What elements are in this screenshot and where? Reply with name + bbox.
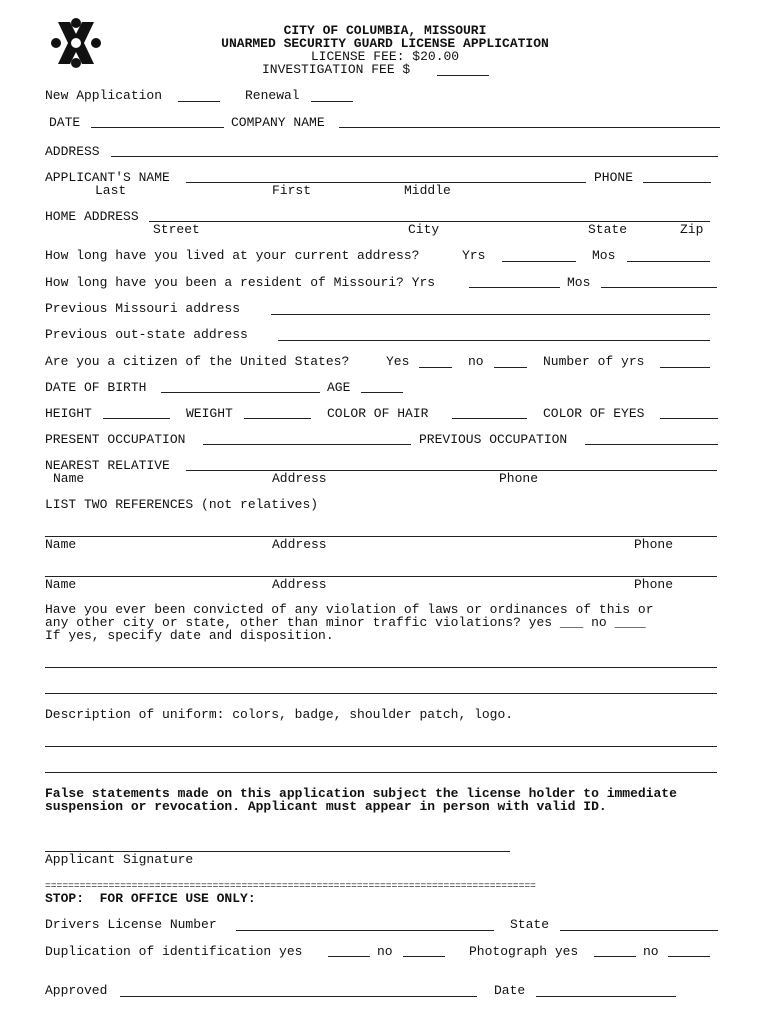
duplication-no-field[interactable] — [403, 956, 445, 957]
form-title: UNARMED SECURITY GUARD LICENSE APPLICATION — [221, 36, 549, 51]
date-approved-field[interactable] — [536, 996, 676, 997]
reference-1-sub-phone: Phone — [634, 537, 674, 552]
present-occupation-field[interactable] — [203, 444, 411, 445]
previous-occupation-field[interactable] — [585, 444, 718, 445]
false-statements-warning-1: False statements made on this application subject the license holder to immediate — [45, 786, 677, 801]
citizen-question: Are you a citizen of the United States? — [45, 354, 350, 369]
city-heading: CITY OF COLUMBIA, MISSOURI — [283, 23, 487, 38]
disposition-field-1[interactable] — [45, 667, 717, 668]
home-address-label: HOME ADDRESS — [45, 209, 139, 224]
photograph-no-label: no — [643, 944, 659, 959]
duplication-yes-field[interactable] — [328, 956, 370, 957]
sub-label-street: Street — [153, 222, 200, 237]
previous-missouri-field[interactable] — [271, 314, 710, 315]
relative-sub-address: Address — [272, 471, 327, 486]
office-use-heading: STOP: FOR OFFICE USE ONLY: — [45, 891, 256, 906]
nearest-relative-label: NEAREST RELATIVE — [45, 458, 170, 473]
previous-occupation-label: PREVIOUS OCCUPATION — [419, 432, 568, 447]
dl-state-label: State — [510, 917, 550, 932]
company-name-field[interactable] — [339, 127, 720, 128]
company-name-label: COMPANY NAME — [231, 115, 325, 130]
duplication-no-label: no — [377, 944, 393, 959]
number-of-yrs-label: Number of yrs — [543, 354, 645, 369]
investigation-fee-field[interactable] — [437, 75, 489, 76]
sub-label-state: State — [588, 222, 628, 237]
reference-1-field[interactable] — [45, 536, 717, 537]
nearest-relative-field[interactable] — [186, 470, 717, 471]
number-of-yrs-field[interactable] — [660, 367, 710, 368]
address-label: ADDRESS — [45, 144, 100, 159]
reference-2-sub-name: Name — [45, 577, 77, 592]
resident-missouri-question: How long have you been a resident of Missouri? Yrs — [45, 275, 436, 290]
duplication-label: Duplication of identification yes — [45, 944, 303, 959]
date-of-birth-field[interactable] — [161, 392, 320, 393]
photograph-yes-field[interactable] — [594, 956, 636, 957]
age-label: AGE — [327, 380, 351, 395]
drivers-license-field[interactable] — [236, 930, 494, 931]
renewal-field[interactable] — [311, 101, 353, 102]
dl-state-field[interactable] — [560, 930, 718, 931]
applicants-name-label: APPLICANT'S NAME — [45, 170, 170, 185]
date-label: DATE — [49, 115, 81, 130]
phone-field[interactable] — [643, 182, 711, 183]
convicted-question-line-1: Have you ever been convicted of any violation of laws or ordinances of this or — [45, 602, 654, 617]
age-field[interactable] — [361, 392, 403, 393]
sub-label-middle: Middle — [404, 183, 451, 198]
previous-outstate-label: Previous out-state address — [45, 327, 248, 342]
reference-1-sub-name: Name — [45, 537, 77, 552]
uniform-description-label: Description of uniform: colors, badge, shoulder patch, logo. — [45, 707, 514, 722]
applicant-signature-label: Applicant Signature — [45, 852, 194, 867]
address-field[interactable] — [111, 156, 718, 157]
citizen-no-field[interactable] — [494, 367, 527, 368]
drivers-license-label: Drivers License Number — [45, 917, 217, 932]
uniform-description-field-2[interactable] — [45, 772, 717, 773]
resident-missouri-yrs-field[interactable] — [469, 287, 560, 288]
relative-sub-phone: Phone — [499, 471, 539, 486]
weight-label: WEIGHT — [186, 406, 233, 421]
current-address-mos-field[interactable] — [627, 261, 710, 262]
sub-label-first: First — [272, 183, 312, 198]
new-application-label: New Application — [45, 88, 163, 103]
license-fee: LICENSE FEE: $20.00 — [310, 49, 460, 64]
date-approved-label: Date — [494, 983, 526, 998]
resident-missouri-mos-label: Mos — [567, 275, 591, 290]
photograph-no-field[interactable] — [668, 956, 710, 957]
applicants-name-field[interactable] — [186, 182, 586, 183]
relative-sub-name: Name — [53, 471, 85, 486]
previous-outstate-field[interactable] — [278, 340, 710, 341]
false-statements-warning-2: suspension or revocation. Applicant must appear in person with valid ID. — [45, 799, 607, 814]
convicted-question-line-2: any other city or state, other than minor traffic violations? yes ___ no ____ — [45, 615, 646, 630]
present-occupation-label: PRESENT OCCUPATION — [45, 432, 186, 447]
height-label: HEIGHT — [45, 406, 92, 421]
current-address-mos-label: Mos — [592, 248, 616, 263]
height-field[interactable] — [103, 418, 170, 419]
reference-1-sub-address: Address — [272, 537, 327, 552]
color-of-eyes-label: COLOR OF EYES — [543, 406, 645, 421]
reference-2-sub-address: Address — [272, 577, 327, 592]
convicted-question-line-3: If yes, specify date and disposition. — [45, 628, 334, 643]
renewal-label: Renewal — [245, 88, 300, 103]
color-of-eyes-field[interactable] — [660, 418, 718, 419]
weight-field[interactable] — [244, 418, 311, 419]
citizen-no-label: no — [468, 354, 484, 369]
approved-label: Approved — [45, 983, 108, 998]
color-of-hair-field[interactable] — [452, 418, 527, 419]
resident-missouri-mos-field[interactable] — [601, 287, 717, 288]
sub-label-zip: Zip — [680, 222, 704, 237]
new-application-field[interactable] — [178, 101, 220, 102]
disposition-field-2[interactable] — [45, 693, 717, 694]
sub-label-last: Last — [95, 183, 127, 198]
previous-missouri-label: Previous Missouri address — [45, 301, 241, 316]
date-field[interactable] — [91, 127, 224, 128]
list-references-label: LIST TWO REFERENCES (not relatives) — [45, 497, 319, 512]
uniform-description-field-1[interactable] — [45, 746, 717, 747]
reference-2-sub-phone: Phone — [634, 577, 674, 592]
investigation-fee-label: INVESTIGATION FEE $ — [262, 62, 411, 77]
current-address-yrs-field[interactable] — [502, 261, 576, 262]
citizen-yes-label: Yes — [386, 354, 410, 369]
approved-field[interactable] — [120, 996, 477, 997]
current-address-question: How long have you lived at your current address? — [45, 248, 420, 263]
city-logo-icon — [50, 16, 102, 70]
citizen-yes-field[interactable] — [419, 367, 452, 368]
reference-2-field[interactable] — [45, 576, 717, 577]
photograph-yes-label: Photograph yes — [469, 944, 579, 959]
sub-label-city: City — [408, 222, 440, 237]
separator-line: ===================================================================================== — [45, 880, 536, 891]
color-of-hair-label: COLOR OF HAIR — [327, 406, 429, 421]
current-address-yrs-label: Yrs — [462, 248, 486, 263]
date-of-birth-label: DATE OF BIRTH — [45, 380, 147, 395]
phone-label: PHONE — [594, 170, 634, 185]
